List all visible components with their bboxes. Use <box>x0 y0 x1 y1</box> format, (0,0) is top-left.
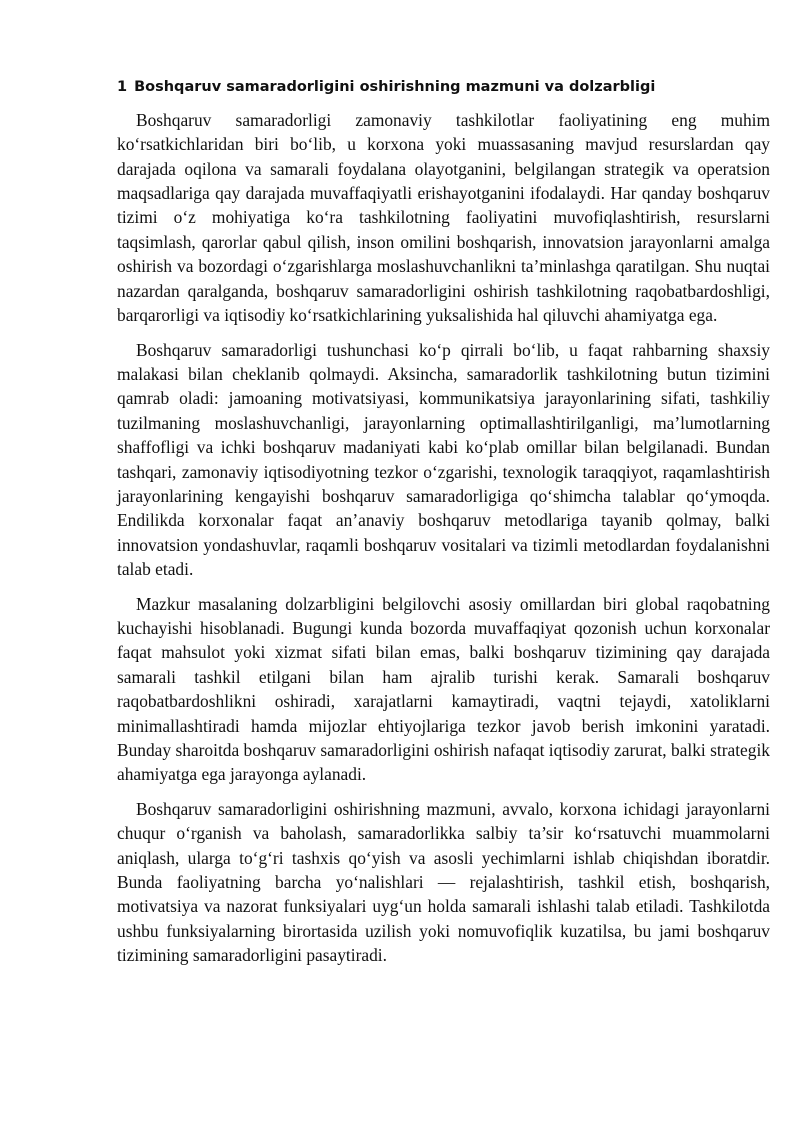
document-page <box>117 78 770 978</box>
section-heading <box>117 78 770 97</box>
section-number: 1 <box>117 79 128 95</box>
paragraph-3: Mazkur masalaning dolzarbligini belgilovchi asosiy omillardan biri global raqobatning kuchayishi hisoblanadi. Bugungi kunda bozorda muvaffaqiyat qozonish uchun korxonalar faqat mahsulot yoki xizmat sifati bilan emas, balki boshqaruv tizimining qay darajada samarali tashkil etilgani bilan ham ajralib turishi kerak. Samarali boshqaruv raqobatbardoshlikni oshiradi, xarajatlarni kamaytiradi, vaqtni tejaydi, xatoliklarni minimallashtiradi hamda mijozlar ehtiyojlariga tezkor javob berish imkonini yaratadi. Bunday sharoitda boshqaruv samaradorligini oshirish nafaqat iqtisodiy zarurat, balki strategik ahamiyatga ega jarayonga aylanadi. <box>117 593 770 785</box>
paragraph-2: Boshqaruv samaradorligi tushunchasi ko‘p qirrali bo‘lib, u faqat rahbarning shaxsiy malakasi bilan cheklanib qolmaydi. Aksincha, samaradorlik tashkilotning butun tizimini qamrab oladi: jamoaning motivatsiyasi, kommunikatsiya jarayonlarining sifati, tashkiliy tuzilmaning moslashuvchanligi, jarayonlarning optimallashtirilganligi, ma’lumotlarning shaffofligi va ichki boshqaruv madaniyati kabi ko‘plab omillar bilan belgilanadi. Bundan tashqari, zamonaviy iqtisodiyotning tezkor o‘zgarishi, texnologik taraqqiyot, raqamlashtirish jarayonlarining kengayishi boshqaruv samaradorligiga qo‘shimcha talablar qo‘ymoqda. Endilikda korxonalar faqat an’anaviy boshqaruv metodlariga tayanib qolmay, balki innovatsion yondashuvlar, raqamli boshqaruv vositalari va tizimli metodlardan foydalanishni talab etadi. <box>117 339 770 580</box>
paragraph-1: Boshqaruv samaradorligi zamonaviy tashkilotlar faoliyatining eng muhim ko‘rsatkichlaridan biri bo‘lib, u korxona yoki muassasaning mavjud resurslardan qay darajada oqilona va samarali foydalana olayotganini, belgilangan strategik va operatsion maqsadlariga qay darajada muvaffaqiyatli erishayotganini ifodalaydi. Har qanday boshqaruv tizimi o‘z mohiyatiga ko‘ra tashkilotning faoliyatini muvofiqlashtirish, resurslarni taqsimlash, qarorlar qabul qilish, inson omilini boshqarish, innovatsion jarayonlarni amalga oshirish va bozordagi o‘zgarishlarga moslashuvchanlikni ta’minlashga qaratilgan. Shu nuqtai nazardan qaralganda, boshqaruv samaradorligini oshirish tashkilotning raqobatbardoshligi, barqarorligi va iqtisodiy ko‘rsatkichlarining yuksalishida hal qiluvchi ahamiyatga ega. <box>117 109 770 326</box>
paragraph-4: Boshqaruv samaradorligini oshirishning mazmuni, avvalo, korxona ichidagi jarayonlarni chuqur o‘rganish va baholash, samaradorlikka salbiy ta’sir ko‘rsatuvchi muammolarni aniqlash, ularga to‘g‘ri tashxis qo‘yish va asosli yechimlarni ishlab chiqishdan iboratdir. Bunda faoliyatning barcha yo‘nalishlari — rejalashtirish, tashkil etish, boshqarish, motivatsiya va nazorat funksiyalari uyg‘un holda samarali ishlashi talab etiladi. Tashkilotda ushbu funksiyalarning birortasida uzilish yoki nomuvofiqlik kuzatilsa, bu jami boshqaruv tizimining samaradorligini pasaytiradi. <box>117 798 770 966</box>
section-title: Boshqaruv samaradorligini oshirishning mazmuni va dolzarbligi <box>134 79 656 95</box>
